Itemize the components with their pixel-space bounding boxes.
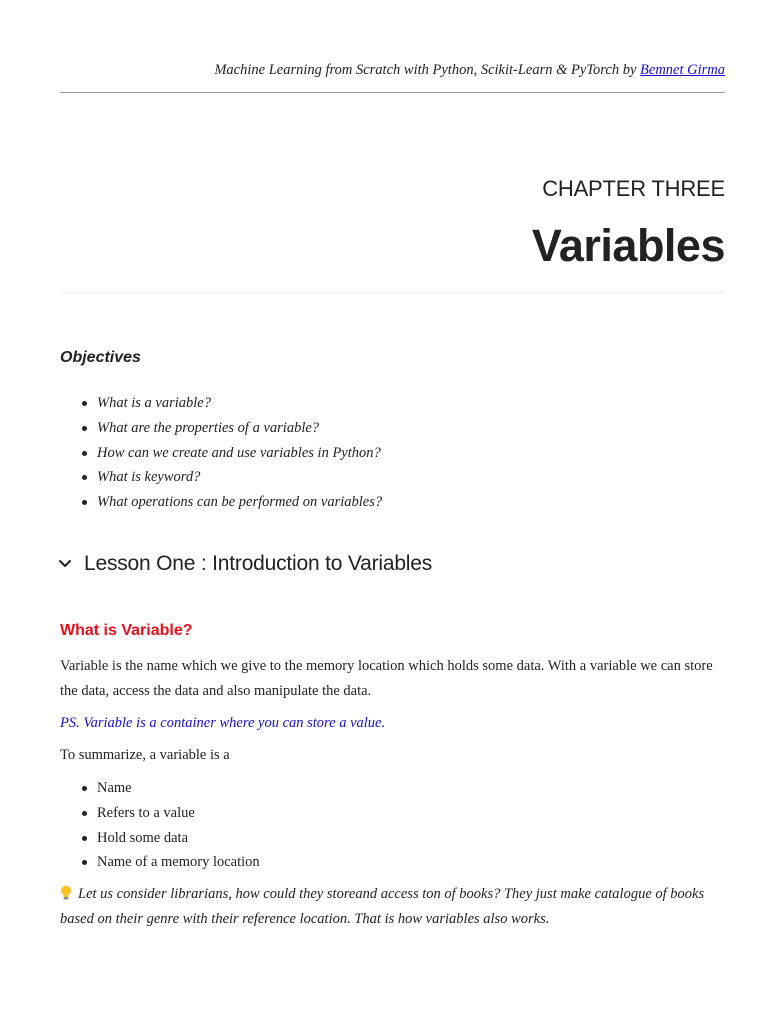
list-item: Hold some data bbox=[97, 826, 260, 851]
list-item: What is a variable? bbox=[97, 391, 382, 416]
list-item: Name of a memory location bbox=[97, 850, 260, 875]
objectives-list bbox=[97, 391, 382, 515]
lesson-toggle[interactable] bbox=[54, 552, 432, 576]
list-item: How can we create and use variables in Python? bbox=[97, 441, 382, 466]
tip-text: Let us consider librarians, how could they storeand access ton of books? They just make catalogue of books based on their genre with their reference location. That is how variables also works. bbox=[60, 886, 705, 927]
objectives-heading: Objectives bbox=[60, 349, 141, 366]
summary-intro: To summarize, a variable is a bbox=[60, 747, 230, 763]
list-item: What operations can be performed on variables? bbox=[97, 490, 382, 515]
chapter-title: Variables bbox=[531, 220, 725, 271]
list-item: Refers to a value bbox=[97, 801, 260, 826]
lesson-title: Lesson One : Introduction to Variables bbox=[84, 552, 433, 575]
ps-note: PS. Variable is a container where you can store a value. bbox=[60, 715, 386, 731]
section-heading: What is Variable? bbox=[60, 622, 193, 639]
author-link[interactable]: Bemnet Girma bbox=[640, 62, 725, 78]
summary-list bbox=[97, 776, 260, 875]
book-title-text: Machine Learning from Scratch with Python, Scikit-Learn & PyTorch by bbox=[214, 62, 641, 78]
chevron-down-icon[interactable] bbox=[54, 553, 76, 575]
list-item: What is keyword? bbox=[97, 465, 382, 490]
tip-paragraph bbox=[60, 882, 725, 932]
header-divider bbox=[60, 92, 725, 93]
book-header bbox=[214, 62, 725, 79]
chapter-label: CHAPTER THREE bbox=[542, 176, 725, 201]
lightbulb-icon bbox=[60, 884, 72, 899]
definition-paragraph: Variable is the name which we give to the memory location which holds some data. With a variable we can store the data, access the data and also manipulate the data. bbox=[60, 658, 713, 699]
list-item: Name bbox=[97, 776, 260, 801]
title-divider bbox=[60, 292, 725, 293]
list-item: What are the properties of a variable? bbox=[97, 416, 382, 441]
